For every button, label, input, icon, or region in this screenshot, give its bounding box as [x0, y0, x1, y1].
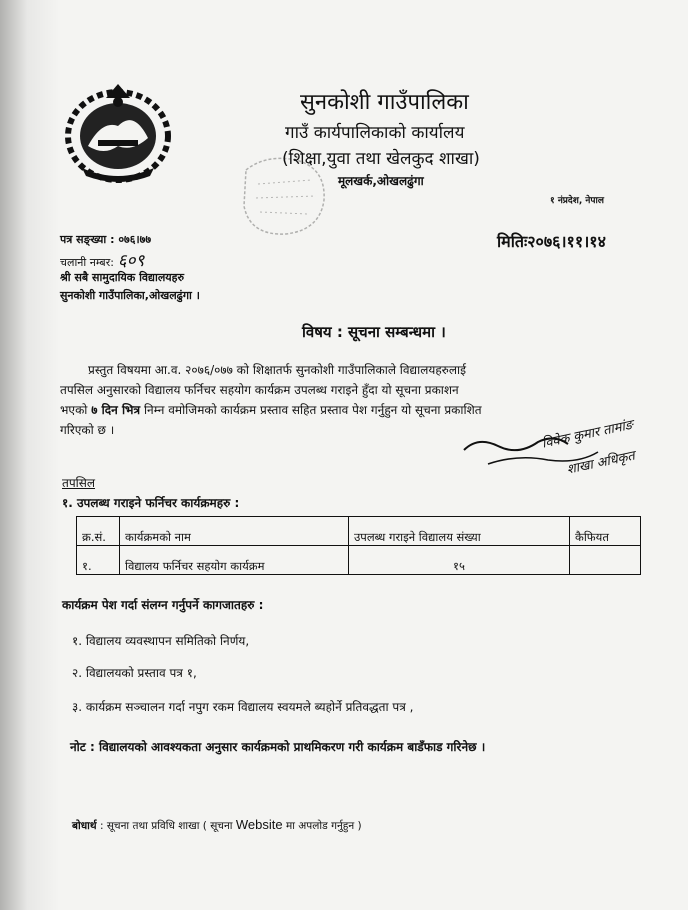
table-cell: विद्यालय फर्निचर सहयोग कार्यक्रम: [120, 546, 349, 575]
table-header-cell: कार्यक्रमको नाम: [120, 517, 349, 546]
cc-label: बोधार्थ: [72, 820, 97, 832]
website-word: Website: [235, 817, 283, 832]
requirement-item: २. विद्यालयको प्रस्ताव पत्र १,: [72, 666, 197, 680]
table-header-cell: कैफियत: [570, 517, 641, 546]
requirement-item: ३. कार्यक्रम सञ्चालन गर्दा नपुग रकम विद्यालय स्वयमले ब्यहोर्ने प्रतिवद्धता पत्र ,: [72, 700, 414, 714]
cc-line: बोधार्थ : सूचना तथा प्रविधि शाखा ( सूचना Website मा अपलोड गर्नुहुन ): [72, 817, 362, 832]
table-header-cell: उपलब्ध गराइने विद्यालय संख्या: [349, 517, 570, 546]
table-cell: १.: [77, 546, 120, 575]
letter-number: पत्र सङ्ख्या : ०७६।७७: [60, 233, 152, 246]
body-paragraph: [60, 360, 640, 440]
province-label: १ नंप्रदेश, नेपाल: [550, 196, 604, 206]
note-line: नोट : विद्यालयको आवश्यकता अनुसार कार्यक्रमको प्राथमिकरण गरी कार्यक्रम बाडँफाड गरिनेछ ।: [70, 740, 486, 754]
signatory-name: विवेक कुमार तामांङ: [540, 417, 635, 452]
table-header-row: [77, 517, 641, 546]
scan-shadow: [0, 0, 60, 910]
letter-date: मितिः२०७६।११।१४: [497, 232, 606, 251]
program-table: [76, 516, 641, 575]
addressee-line-1: श्री सबै सामुदायिक विद्यालयहरु: [60, 271, 185, 284]
requirement-item: १. विद्यालय व्यवस्थापन समितिको निर्णय,: [72, 634, 250, 648]
office-stamp-icon: [236, 150, 334, 240]
subject-line: विषय : सूचना सम्बन्धमा ।: [302, 323, 446, 341]
nepal-emblem-icon: [62, 80, 174, 184]
schedule-heading: तपसिल: [62, 476, 96, 490]
table-row: [77, 546, 641, 575]
requirements-heading: कार्यक्रम पेश गर्दा संलग्न गर्नुपर्ने कागजातहरु :: [62, 598, 264, 612]
office-address: मूलखर्क,ओखलढुंगा: [338, 174, 424, 188]
body-line-3: भएको ७ दिन भित्र निम्न वमोजिमको कार्यक्रम प्रस्ताव सहित प्रस्ताव पेश गर्नुहुन यो सूचना प्रकाशित: [60, 403, 482, 417]
body-line-1: प्रस्तुत विषयमा आ.व. २०७६/०७७ को शिक्षातर्फ सुनकोशी गाउँपालिकाले विद्यालयहरुलाई: [88, 363, 466, 377]
signatory-title: शाखा अधिकृत: [565, 448, 637, 478]
table-cell: [570, 546, 641, 575]
dispatch-label: चलानी नम्बर:: [60, 256, 114, 269]
body-line-2: तपसिल अनुसारको विद्यालय फर्निचर सहयोग कार्यक्रम उपलब्ध गराइने हुँदा यो सूचना प्रकाशन: [60, 383, 459, 397]
dispatch-value: ६०९: [117, 251, 145, 271]
section-name: (शिक्षा,युवा तथा खेलकुद शाखा): [282, 149, 480, 169]
table-cell: १५: [349, 546, 570, 575]
addressee-line-2: सुनकोशी गाउँपालिका,ओखलढुंगा ।: [60, 289, 200, 302]
table-header-cell: क्र.सं.: [77, 517, 120, 546]
program-list-heading: १. उपलब्ध गराइने फर्निचर कार्यक्रमहरु :: [62, 496, 240, 510]
office-name: गाउँ कार्यपालिकाको कार्यालय: [285, 123, 465, 143]
dispatch-number: [60, 248, 144, 271]
municipality-title: सुनकोशी गाउँपालिका: [300, 90, 469, 115]
body-line-4: गरिएको छ ।: [60, 423, 115, 437]
